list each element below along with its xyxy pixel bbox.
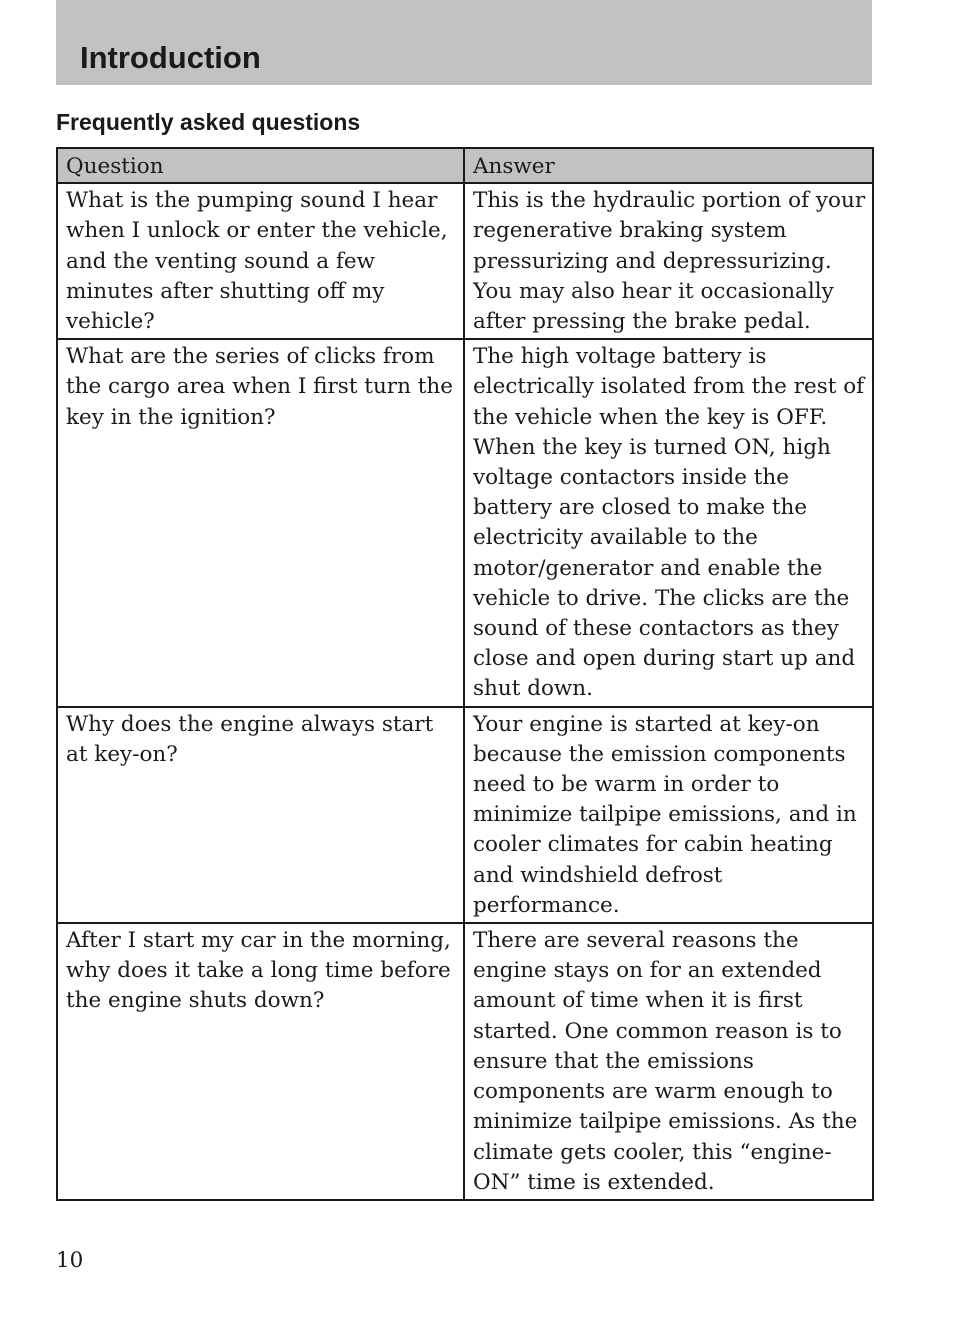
faq-table (56, 147, 874, 1201)
question-cell: Why does the engine always start at key-on? (57, 707, 464, 923)
answer-cell: There are several reasons the engine stays on for an extended amount of time when it is first started. One common reason is to ensure that the emissions components are warm enough to minimize tailpipe emissions. As the climate gets cooler, this “engine-ON” time is extended. (464, 923, 873, 1200)
page-title: Introduction (80, 40, 261, 75)
table-row (57, 339, 873, 706)
answer-cell: The high voltage battery is electrically isolated from the rest of the vehicle when the key is OFF. When the key is turned ON, high voltage contactors inside the battery are closed to make the electricity available to the motor/generator and enable the vehicle to drive. The clicks are the sound of these contactors as they close and open during start up and shut down. (464, 339, 873, 706)
question-cell: What are the series of clicks from the cargo area when I first turn the key in the ignition? (57, 339, 464, 706)
column-header-question: Question (57, 148, 464, 183)
answer-cell: This is the hydraulic portion of your regenerative braking system pressurizing and depressurizing. You may also hear it occasionally after pressing the brake pedal. (464, 183, 873, 339)
table-row (57, 183, 873, 339)
page-number: 10 (56, 1248, 84, 1273)
question-cell: What is the pumping sound I hear when I unlock or enter the vehicle, and the venting sound a few minutes after shutting off my vehicle? (57, 183, 464, 339)
question-cell: After I start my car in the morning, why does it take a long time before the engine shuts down? (57, 923, 464, 1200)
answer-cell: Your engine is started at key-on because the emission components need to be warm in order to minimize tailpipe emissions, and in cooler climates for cabin heating and windshield defrost performance. (464, 707, 873, 923)
header-bar (56, 0, 872, 85)
column-header-answer: Answer (464, 148, 873, 183)
section-title: Frequently asked questions (56, 109, 361, 135)
table-header-row (57, 148, 873, 183)
table-row (57, 707, 873, 923)
table-row (57, 923, 873, 1200)
